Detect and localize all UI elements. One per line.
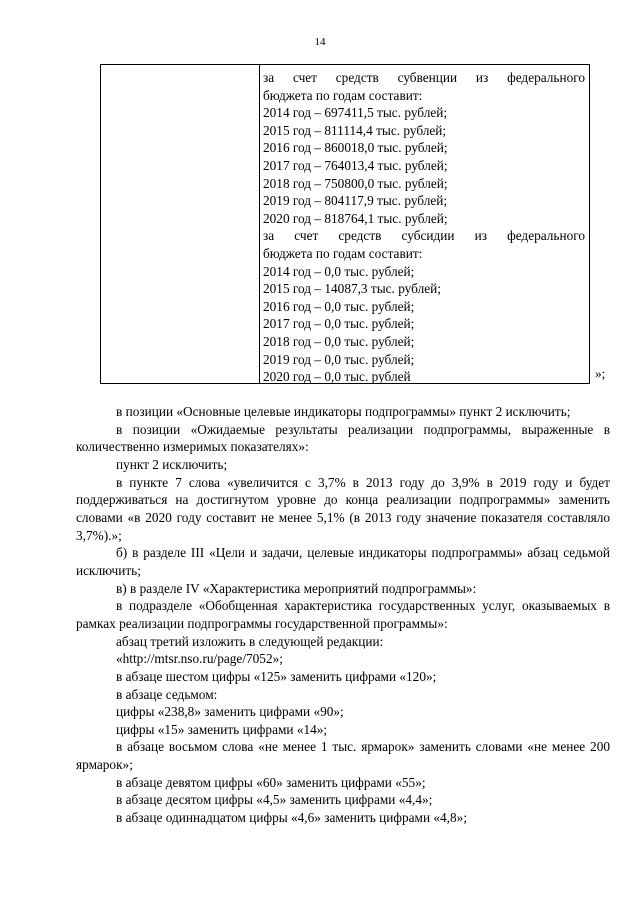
- table-line: 2019 год – 0,0 тыс. рублей;: [263, 351, 415, 367]
- table-right-cell: [263, 69, 585, 386]
- paragraph: пункт 2 исключить;: [116, 456, 228, 472]
- document-body: [76, 403, 610, 827]
- table-line: за счет средств субвенции из федерального: [263, 70, 585, 85]
- paragraph: б) в разделе III «Цели и задачи, целевые индикаторы подпрограммы» абзац седьмой исключить;: [76, 545, 610, 578]
- paragraph: цифры «15» заменить цифрами «14»;: [116, 721, 328, 737]
- paragraph: в абзаце одиннадцатом цифры «4,6» заменить цифрами «4,8»;: [116, 810, 468, 826]
- table-line: 2018 год – 0,0 тыс. рублей;: [263, 333, 415, 349]
- table-left-cell: [101, 65, 259, 383]
- page-number: 14: [314, 36, 326, 48]
- paragraph: в абзаце восьмом слова «не менее 1 тыс. ярмарок» заменить словами «не менее 200 ярмарок»;: [76, 739, 610, 773]
- paragraph: в позиции «Ожидаемые результаты реализации подпрограммы, выраженные в количественно измеримых показателях»:: [76, 421, 610, 455]
- table-line: 2016 год – 860018,0 тыс. рублей;: [263, 140, 448, 156]
- table-line: бюджета по годам составит:: [263, 87, 423, 103]
- paragraph: в подразделе «Обобщенная характеристика государственных услуг, оказываемых в рамках реализации подпрограммы государственной программы»:: [76, 598, 610, 631]
- paragraph: в пункте 7 слова «увеличится с 3,7% в 2013 году до 3,9% в 2019 году и будет поддерживаться на достигнутом уровне до конца реализации подпрограммы» заменить словами «в 2020 году составит не менее 5,1% (в 2013 году значение показателя составляло 3,7%).»;: [76, 474, 610, 543]
- table-line: 2015 год – 811114,4 тыс. рублей;: [263, 122, 447, 138]
- table-line: 2017 год – 0,0 тыс. рублей;: [263, 316, 415, 332]
- table-line: бюджета по годам составит:: [263, 245, 423, 261]
- paragraph: цифры «238,8» заменить цифрами «90»;: [116, 704, 344, 720]
- paragraph: в позиции «Основные целевые индикаторы подпрограммы» пункт 2 исключить;: [116, 404, 571, 419]
- paragraph: в абзаце девятом цифры «60» заменить цифрами «55»;: [116, 774, 426, 790]
- funding-table: [100, 64, 590, 384]
- paragraph: «http://mtsr.nso.ru/page/7052»;: [116, 651, 283, 667]
- table-line: 2017 год – 764013,4 тыс. рублей;: [263, 157, 448, 173]
- closing-quote: »;: [595, 366, 606, 381]
- table-line: 2016 год – 0,0 тыс. рублей;: [263, 298, 415, 314]
- table-line: 2020 год – 818764,1 тыс. рублей;: [263, 210, 448, 226]
- table-line: 2020 год – 0,0 тыс. рублей: [263, 369, 411, 385]
- table-line: 2015 год – 14087,3 тыс. рублей;: [263, 281, 441, 297]
- paragraph: в абзаце десятом цифры «4,5» заменить цифрами «4,4»;: [116, 792, 433, 808]
- table-line: 2014 год – 697411,5 тыс. рублей;: [263, 105, 448, 121]
- table-line: за счет средств субсидии из федерального: [263, 228, 585, 244]
- paragraph: в абзаце шестом цифры «125» заменить цифрами «120»;: [116, 668, 437, 684]
- table-line: 2019 год – 804117,9 тыс. рублей;: [263, 193, 448, 209]
- table-column-divider: [259, 65, 260, 383]
- table-line: 2018 год – 750800,0 тыс. рублей;: [263, 175, 448, 191]
- paragraph: абзац третий изложить в следующей редакции:: [116, 633, 384, 649]
- paragraph: в) в разделе IV «Характеристика мероприятий подпрограммы»:: [116, 580, 477, 596]
- paragraph: в абзаце седьмом:: [116, 686, 218, 702]
- table-line: 2014 год – 0,0 тыс. рублей;: [263, 263, 415, 279]
